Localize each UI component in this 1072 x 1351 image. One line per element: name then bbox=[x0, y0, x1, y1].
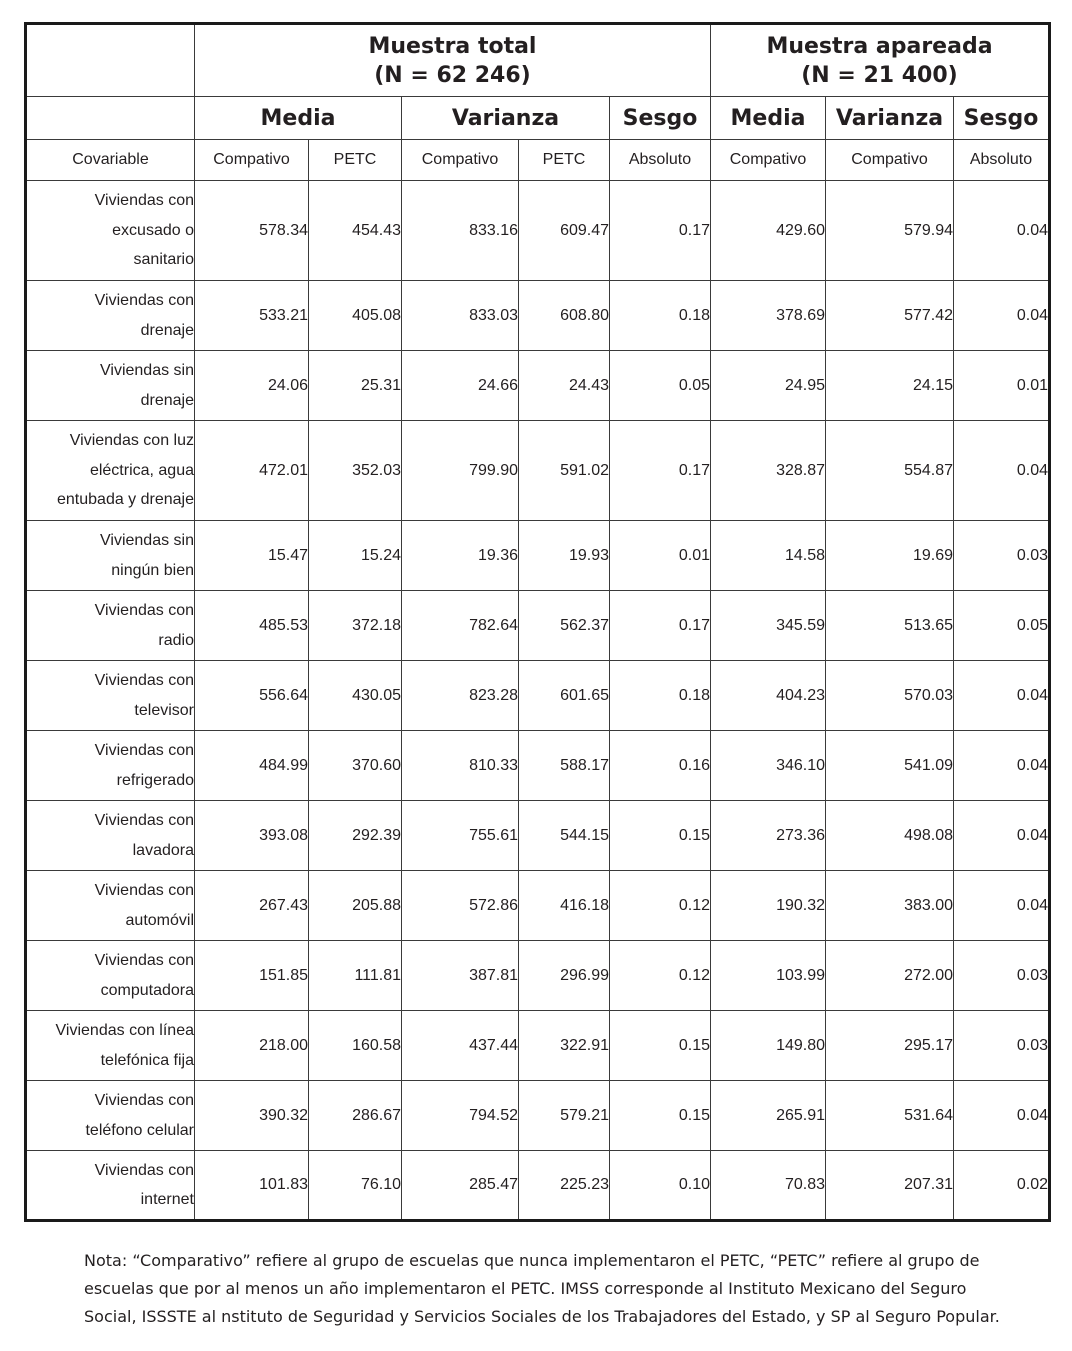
muestra-apareada-title: Muestra apareada bbox=[766, 33, 993, 59]
column-header: PETC bbox=[519, 140, 610, 181]
muestra-total-title: Muestra total bbox=[368, 33, 537, 59]
value-cell: 601.65 bbox=[519, 661, 610, 731]
value-cell: 0.17 bbox=[610, 181, 711, 281]
value-cell: 345.59 bbox=[711, 591, 826, 661]
covariable-label bbox=[26, 281, 195, 351]
table-row bbox=[26, 181, 1050, 281]
covariable-label-line: entubada y drenaje bbox=[57, 491, 194, 509]
value-cell: 799.90 bbox=[402, 421, 519, 521]
covariable-label bbox=[26, 351, 195, 421]
covariable-label bbox=[26, 661, 195, 731]
covariable-label-line: televisor bbox=[134, 701, 194, 719]
value-cell: 24.43 bbox=[519, 351, 610, 421]
value-cell: 149.80 bbox=[711, 1011, 826, 1081]
covariable-label-line: computadora bbox=[100, 981, 194, 999]
table-row bbox=[26, 521, 1050, 591]
value-cell: 19.93 bbox=[519, 521, 610, 591]
value-cell: 390.32 bbox=[195, 1081, 309, 1151]
value-cell: 101.83 bbox=[195, 1151, 309, 1221]
covariable-label bbox=[26, 1081, 195, 1151]
covariate-balance-table bbox=[24, 22, 1051, 1222]
covariable-label bbox=[26, 1151, 195, 1221]
value-cell: 346.10 bbox=[711, 731, 826, 801]
value-cell: 578.34 bbox=[195, 181, 309, 281]
value-cell: 0.15 bbox=[610, 801, 711, 871]
value-cell: 15.47 bbox=[195, 521, 309, 591]
value-cell: 0.18 bbox=[610, 281, 711, 351]
table-row bbox=[26, 591, 1050, 661]
group-media-apareada: Media bbox=[711, 97, 826, 140]
value-cell: 295.17 bbox=[826, 1011, 954, 1081]
value-cell: 0.04 bbox=[954, 281, 1050, 351]
value-cell: 437.44 bbox=[402, 1011, 519, 1081]
value-cell: 0.17 bbox=[610, 591, 711, 661]
value-cell: 352.03 bbox=[309, 421, 402, 521]
value-cell: 14.58 bbox=[711, 521, 826, 591]
covariable-label-line: sanitario bbox=[133, 251, 194, 269]
value-cell: 0.04 bbox=[954, 421, 1050, 521]
value-cell: 0.05 bbox=[954, 591, 1050, 661]
value-cell: 383.00 bbox=[826, 871, 954, 941]
value-cell: 190.32 bbox=[711, 871, 826, 941]
value-cell: 0.04 bbox=[954, 181, 1050, 281]
value-cell: 0.01 bbox=[954, 351, 1050, 421]
value-cell: 533.21 bbox=[195, 281, 309, 351]
value-cell: 609.47 bbox=[519, 181, 610, 281]
value-cell: 0.18 bbox=[610, 661, 711, 731]
value-cell: 387.81 bbox=[402, 941, 519, 1011]
value-cell: 810.33 bbox=[402, 731, 519, 801]
value-cell: 472.01 bbox=[195, 421, 309, 521]
value-cell: 0.17 bbox=[610, 421, 711, 521]
covariable-label bbox=[26, 801, 195, 871]
value-cell: 292.39 bbox=[309, 801, 402, 871]
header-row-samples bbox=[26, 24, 1050, 97]
covariable-label-line: Viviendas con bbox=[94, 1161, 194, 1179]
value-cell: 272.00 bbox=[826, 941, 954, 1011]
muestra-total-n: (N = 62 246) bbox=[374, 62, 531, 88]
value-cell: 572.86 bbox=[402, 871, 519, 941]
table-row bbox=[26, 351, 1050, 421]
value-cell: 328.87 bbox=[711, 421, 826, 521]
value-cell: 207.31 bbox=[826, 1151, 954, 1221]
muestra-apareada-n: (N = 21 400) bbox=[801, 62, 958, 88]
value-cell: 111.81 bbox=[309, 941, 402, 1011]
covariable-label-line: Viviendas con bbox=[94, 602, 194, 619]
value-cell: 531.64 bbox=[826, 1081, 954, 1151]
covariable-label-line: Viviendas con bbox=[94, 812, 194, 829]
column-header: PETC bbox=[309, 140, 402, 181]
table-row bbox=[26, 941, 1050, 1011]
value-cell: 484.99 bbox=[195, 731, 309, 801]
covariable-label bbox=[26, 871, 195, 941]
covariable-label bbox=[26, 1011, 195, 1081]
value-cell: 393.08 bbox=[195, 801, 309, 871]
value-cell: 24.06 bbox=[195, 351, 309, 421]
table-note: Nota: “Comparativo” refiere al grupo de escuelas que nunca implementaron el PETC, “PETC” refiere al grupo de escuelas que por al menos un año implementaron el PETC. IMSS corresponde al Instituto Mexicano del Seguro Social, ISSSTE al nstituto de Seguridad y Servicios Sociales de los Trabajadores del Estado, y SP al Seguro Popular. bbox=[84, 1251, 1000, 1326]
value-cell: 24.15 bbox=[826, 351, 954, 421]
covariable-label-line: automóvil bbox=[125, 911, 194, 929]
value-cell: 0.15 bbox=[610, 1011, 711, 1081]
covariable-label-line: teléfono celular bbox=[85, 1121, 194, 1139]
value-cell: 416.18 bbox=[519, 871, 610, 941]
value-cell: 591.02 bbox=[519, 421, 610, 521]
covariable-label-line: eléctrica, agua bbox=[89, 461, 194, 479]
value-cell: 0.05 bbox=[610, 351, 711, 421]
table-row bbox=[26, 1011, 1050, 1081]
value-cell: 485.53 bbox=[195, 591, 309, 661]
table-row bbox=[26, 421, 1050, 521]
value-cell: 15.24 bbox=[309, 521, 402, 591]
value-cell: 0.01 bbox=[610, 521, 711, 591]
value-cell: 0.04 bbox=[954, 731, 1050, 801]
value-cell: 577.42 bbox=[826, 281, 954, 351]
value-cell: 782.64 bbox=[402, 591, 519, 661]
value-cell: 430.05 bbox=[309, 661, 402, 731]
table-row bbox=[26, 1151, 1050, 1221]
covariable-label-line: Viviendas con bbox=[94, 952, 194, 969]
value-cell: 0.16 bbox=[610, 731, 711, 801]
covariable-label-line: Viviendas sin bbox=[100, 362, 194, 379]
table-row bbox=[26, 1081, 1050, 1151]
value-cell: 608.80 bbox=[519, 281, 610, 351]
covariable-label-line: Viviendas con bbox=[94, 192, 194, 210]
covariable-label bbox=[26, 731, 195, 801]
value-cell: 218.00 bbox=[195, 1011, 309, 1081]
value-cell: 285.47 bbox=[402, 1151, 519, 1221]
value-cell: 225.23 bbox=[519, 1151, 610, 1221]
value-cell: 103.99 bbox=[711, 941, 826, 1011]
value-cell: 755.61 bbox=[402, 801, 519, 871]
value-cell: 0.03 bbox=[954, 1011, 1050, 1081]
table-row bbox=[26, 281, 1050, 351]
covariable-label-line: Viviendas con bbox=[94, 292, 194, 309]
value-cell: 25.31 bbox=[309, 351, 402, 421]
value-cell: 76.10 bbox=[309, 1151, 402, 1221]
covariable-label-line: Viviendas con bbox=[94, 742, 194, 759]
covariable-label bbox=[26, 521, 195, 591]
value-cell: 454.43 bbox=[309, 181, 402, 281]
value-cell: 19.69 bbox=[826, 521, 954, 591]
table-row bbox=[26, 801, 1050, 871]
value-cell: 405.08 bbox=[309, 281, 402, 351]
value-cell: 160.58 bbox=[309, 1011, 402, 1081]
value-cell: 322.91 bbox=[519, 1011, 610, 1081]
covariable-label-line: excusado o bbox=[112, 221, 194, 239]
value-cell: 429.60 bbox=[711, 181, 826, 281]
covariable-label bbox=[26, 421, 195, 521]
covariable-label-line: Viviendas con luz bbox=[69, 432, 194, 450]
covariable-label-line: Viviendas sin bbox=[100, 532, 194, 549]
column-header: Compativo bbox=[826, 140, 954, 181]
table-row bbox=[26, 661, 1050, 731]
table-body bbox=[26, 181, 1050, 1221]
covariable-label-line: radio bbox=[158, 631, 194, 649]
value-cell: 541.09 bbox=[826, 731, 954, 801]
covariable-label-line: telefónica fija bbox=[100, 1051, 194, 1069]
value-cell: 579.21 bbox=[519, 1081, 610, 1151]
header-group-blank bbox=[26, 97, 195, 140]
value-cell: 570.03 bbox=[826, 661, 954, 731]
covariable-label-line: Viviendas con bbox=[94, 672, 194, 689]
covariable-label bbox=[26, 941, 195, 1011]
value-cell: 267.43 bbox=[195, 871, 309, 941]
value-cell: 498.08 bbox=[826, 801, 954, 871]
covariable-label-line: ningún bien bbox=[111, 561, 194, 579]
value-cell: 0.12 bbox=[610, 871, 711, 941]
value-cell: 372.18 bbox=[309, 591, 402, 661]
group-varianza-apareada: Varianza bbox=[826, 97, 954, 140]
value-cell: 0.04 bbox=[954, 1081, 1050, 1151]
header-row-groups bbox=[26, 97, 1050, 140]
value-cell: 0.12 bbox=[610, 941, 711, 1011]
value-cell: 19.36 bbox=[402, 521, 519, 591]
value-cell: 0.15 bbox=[610, 1081, 711, 1151]
column-header: Absoluto bbox=[954, 140, 1050, 181]
covariable-label-line: Viviendas con bbox=[94, 1092, 194, 1109]
covariable-label-line: internet bbox=[140, 1191, 194, 1208]
covariable-label-line: Viviendas con bbox=[94, 882, 194, 899]
value-cell: 562.37 bbox=[519, 591, 610, 661]
value-cell: 833.03 bbox=[402, 281, 519, 351]
covariable-label-line: drenaje bbox=[140, 391, 194, 409]
value-cell: 0.03 bbox=[954, 941, 1050, 1011]
column-header: Compativo bbox=[711, 140, 826, 181]
value-cell: 404.23 bbox=[711, 661, 826, 731]
covariable-label bbox=[26, 181, 195, 281]
column-header-covariable: Covariable bbox=[26, 140, 195, 181]
table-row bbox=[26, 871, 1050, 941]
column-header: Compativo bbox=[195, 140, 309, 181]
header-row-columns bbox=[26, 140, 1050, 181]
value-cell: 579.94 bbox=[826, 181, 954, 281]
value-cell: 0.04 bbox=[954, 871, 1050, 941]
table-row bbox=[26, 731, 1050, 801]
covariable-label-line: refrigerado bbox=[116, 771, 194, 789]
covariable-label-line: drenaje bbox=[140, 321, 194, 339]
value-cell: 556.64 bbox=[195, 661, 309, 731]
group-sesgo-apareada: Sesgo bbox=[954, 97, 1050, 140]
value-cell: 823.28 bbox=[402, 661, 519, 731]
group-varianza-total: Varianza bbox=[402, 97, 610, 140]
column-header: Absoluto bbox=[610, 140, 711, 181]
value-cell: 70.83 bbox=[711, 1151, 826, 1221]
value-cell: 588.17 bbox=[519, 731, 610, 801]
muestra-total-header bbox=[195, 24, 711, 97]
header-corner-cell bbox=[26, 24, 195, 97]
value-cell: 0.04 bbox=[954, 661, 1050, 731]
column-header: Compativo bbox=[402, 140, 519, 181]
value-cell: 544.15 bbox=[519, 801, 610, 871]
group-sesgo-total: Sesgo bbox=[610, 97, 711, 140]
covariable-label bbox=[26, 591, 195, 661]
value-cell: 273.36 bbox=[711, 801, 826, 871]
value-cell: 0.10 bbox=[610, 1151, 711, 1221]
value-cell: 151.85 bbox=[195, 941, 309, 1011]
value-cell: 205.88 bbox=[309, 871, 402, 941]
value-cell: 370.60 bbox=[309, 731, 402, 801]
muestra-apareada-header bbox=[711, 24, 1050, 97]
value-cell: 513.65 bbox=[826, 591, 954, 661]
value-cell: 286.67 bbox=[309, 1081, 402, 1151]
value-cell: 378.69 bbox=[711, 281, 826, 351]
covariable-label-line: Viviendas con línea bbox=[55, 1022, 194, 1039]
value-cell: 296.99 bbox=[519, 941, 610, 1011]
group-media-total: Media bbox=[195, 97, 402, 140]
value-cell: 833.16 bbox=[402, 181, 519, 281]
value-cell: 794.52 bbox=[402, 1081, 519, 1151]
value-cell: 24.66 bbox=[402, 351, 519, 421]
value-cell: 554.87 bbox=[826, 421, 954, 521]
value-cell: 0.04 bbox=[954, 801, 1050, 871]
covariable-label-line: lavadora bbox=[132, 841, 194, 859]
value-cell: 0.03 bbox=[954, 521, 1050, 591]
value-cell: 265.91 bbox=[711, 1081, 826, 1151]
value-cell: 0.02 bbox=[954, 1151, 1050, 1221]
value-cell: 24.95 bbox=[711, 351, 826, 421]
